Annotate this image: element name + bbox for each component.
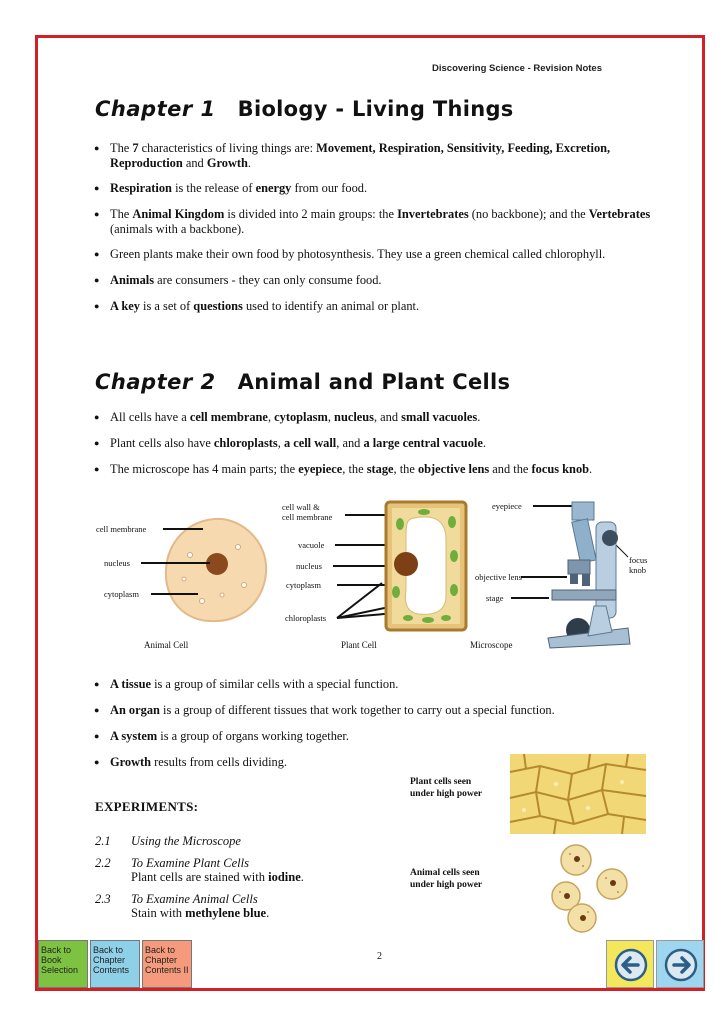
- bold-term: cell membrane: [189, 410, 268, 424]
- experiment-number: 2.1: [95, 834, 111, 848]
- plant-cells-caption: [410, 776, 482, 800]
- bold-term: eyepiece: [298, 462, 343, 476]
- label-focus: focus: [629, 555, 648, 565]
- bold-term: 7: [132, 141, 139, 155]
- experiment-number: 2.2: [95, 856, 111, 870]
- plant-cells-caption-line1: Plant cells seen: [410, 777, 472, 787]
- caption-animal-cell: Animal Cell: [144, 640, 189, 650]
- bold-term: A tissue: [110, 677, 151, 691]
- plant-cells-caption-line2: under high power: [410, 789, 483, 799]
- bold-term: Growth: [110, 755, 152, 769]
- chapter2-number: Chapter 2: [95, 370, 216, 394]
- label-objective-lens: objective lens: [475, 572, 522, 582]
- label-plant-nucleus: nucleus: [296, 561, 322, 571]
- back-to-contents-2-button[interactable]: Back to Chapter Contents II: [142, 940, 192, 988]
- bold-term: methylene blue: [185, 906, 267, 920]
- bullet-item: ● Green plants make their own food by photosynthesis. They use a green chemical called chlorophyll.: [92, 247, 672, 262]
- bold-term: Animals: [110, 273, 155, 287]
- bold-term: a large central vacuole: [363, 436, 483, 450]
- experiment-title: Using the Microscope: [131, 834, 241, 848]
- microscope-illustration: [540, 498, 640, 650]
- next-page-button[interactable]: [656, 940, 704, 988]
- bold-term: cytoplasm: [274, 410, 328, 424]
- bold-term: A key: [110, 299, 140, 313]
- bold-term: Respiration: [110, 181, 172, 195]
- caption-microscope: Microscope: [470, 640, 513, 650]
- bold-term: Animal Kingdom: [132, 207, 225, 221]
- bold-term: A system: [110, 729, 158, 743]
- bullet-item: ● The microscope has 4 main parts; the eyepiece, the stage, the objective lens and the focus knob.: [92, 462, 672, 477]
- bullet-item: ● The 7 characteristics of living things are: Movement, Respiration, Sensitivity, Feeding, Excretion, Reproduction and Growth.: [92, 141, 672, 171]
- caption-plant-cell: Plant Cell: [341, 640, 377, 650]
- animal-cells-caption: [410, 867, 482, 891]
- bold-term: stage: [366, 462, 394, 476]
- page-header: Discovering Science - Revision Notes: [432, 63, 603, 74]
- page-number: 2: [377, 951, 382, 962]
- chapter1-title: Biology - Living Things: [237, 97, 514, 121]
- bold-term: Vertebrates: [588, 207, 651, 221]
- experiment-description: Plant cells are stained with iodine.: [131, 870, 304, 884]
- bullet-item: ● Growth results from cells dividing.: [92, 755, 672, 770]
- bold-term: iodine: [268, 870, 301, 884]
- animal-cells-caption-line1: Animal cells seen: [410, 868, 480, 878]
- animal-cells-micrograph: [550, 842, 646, 934]
- plant-cells-micrograph: [510, 754, 646, 834]
- bold-term: An organ: [110, 703, 160, 717]
- label-nucleus: nucleus: [104, 558, 130, 568]
- bullet-item: ● A key is a set of questions used to identify an animal or plant.: [92, 299, 672, 314]
- experiment-number: 2.3: [95, 892, 111, 906]
- bold-term: Growth: [206, 156, 248, 170]
- experiment-description: Stain with methylene blue.: [131, 906, 270, 920]
- bullet-item: ● Plant cells also have chloroplasts, a cell wall, and a large central vacuole.: [92, 436, 672, 451]
- chapter2-title: Animal and Plant Cells: [237, 370, 511, 394]
- bold-term: chloroplasts: [213, 436, 278, 450]
- bullet-item: ● A tissue is a group of similar cells with a special function.: [92, 677, 672, 692]
- bold-term: small vacuoles: [401, 410, 478, 424]
- label-chloroplasts: chloroplasts: [285, 613, 327, 623]
- bold-term: energy: [255, 181, 292, 195]
- label-cell-wall-membrane: cell membrane: [282, 512, 333, 522]
- plant-cell-illustration: [384, 500, 468, 632]
- experiment-title: To Examine Animal Cells: [131, 892, 258, 906]
- label-cytoplasm: cytoplasm: [104, 589, 139, 599]
- bullet-item: ● Respiration is the release of energy from our food.: [92, 181, 672, 196]
- label-knob: knob: [629, 565, 646, 575]
- experiments-heading: EXPERIMENTS:: [95, 799, 199, 814]
- bold-term: focus knob: [531, 462, 590, 476]
- bullet-item: ● An organ is a group of different tissues that work together to carry out a special function.: [92, 703, 672, 718]
- right-arrow-icon: [663, 947, 699, 983]
- left-arrow-icon: [613, 947, 649, 983]
- bold-term: a cell wall: [283, 436, 337, 450]
- bold-term: objective lens: [417, 462, 490, 476]
- experiment-title: To Examine Plant Cells: [131, 856, 249, 870]
- bold-term: nucleus: [334, 410, 374, 424]
- previous-page-button[interactable]: [606, 940, 654, 988]
- label-cell-membrane: cell membrane: [96, 524, 147, 534]
- label-plant-cytoplasm: cytoplasm: [286, 580, 321, 590]
- bullet-item: ● Animals are consumers - they can only consume food.: [92, 273, 672, 288]
- bold-term: Movement, Respiration, Sensitivity, Feeding, Excretion, Reproduction: [110, 141, 611, 170]
- label-cell-wall: cell wall &: [282, 502, 320, 512]
- animal-cells-caption-line2: under high power: [410, 880, 483, 890]
- bold-term: Invertebrates: [397, 207, 469, 221]
- label-stage: stage: [486, 593, 504, 603]
- back-to-book-button[interactable]: Back to Book Selection: [38, 940, 88, 988]
- bullet-item: ● A system is a group of organs working together.: [92, 729, 672, 744]
- label-eyepiece: eyepiece: [492, 501, 522, 511]
- back-to-contents-button[interactable]: Back to Chapter Contents: [90, 940, 140, 988]
- bullet-item: ● All cells have a cell membrane, cytoplasm, nucleus, and small vacuoles.: [92, 410, 672, 425]
- chapter1-number: Chapter 1: [95, 97, 216, 121]
- bullet-item: ● The Animal Kingdom is divided into 2 main groups: the Invertebrates (no backbone); and the Vertebrates (animals with a backbone).: [92, 207, 672, 237]
- label-vacuole: vacuole: [298, 540, 325, 550]
- bold-term: questions: [193, 299, 243, 313]
